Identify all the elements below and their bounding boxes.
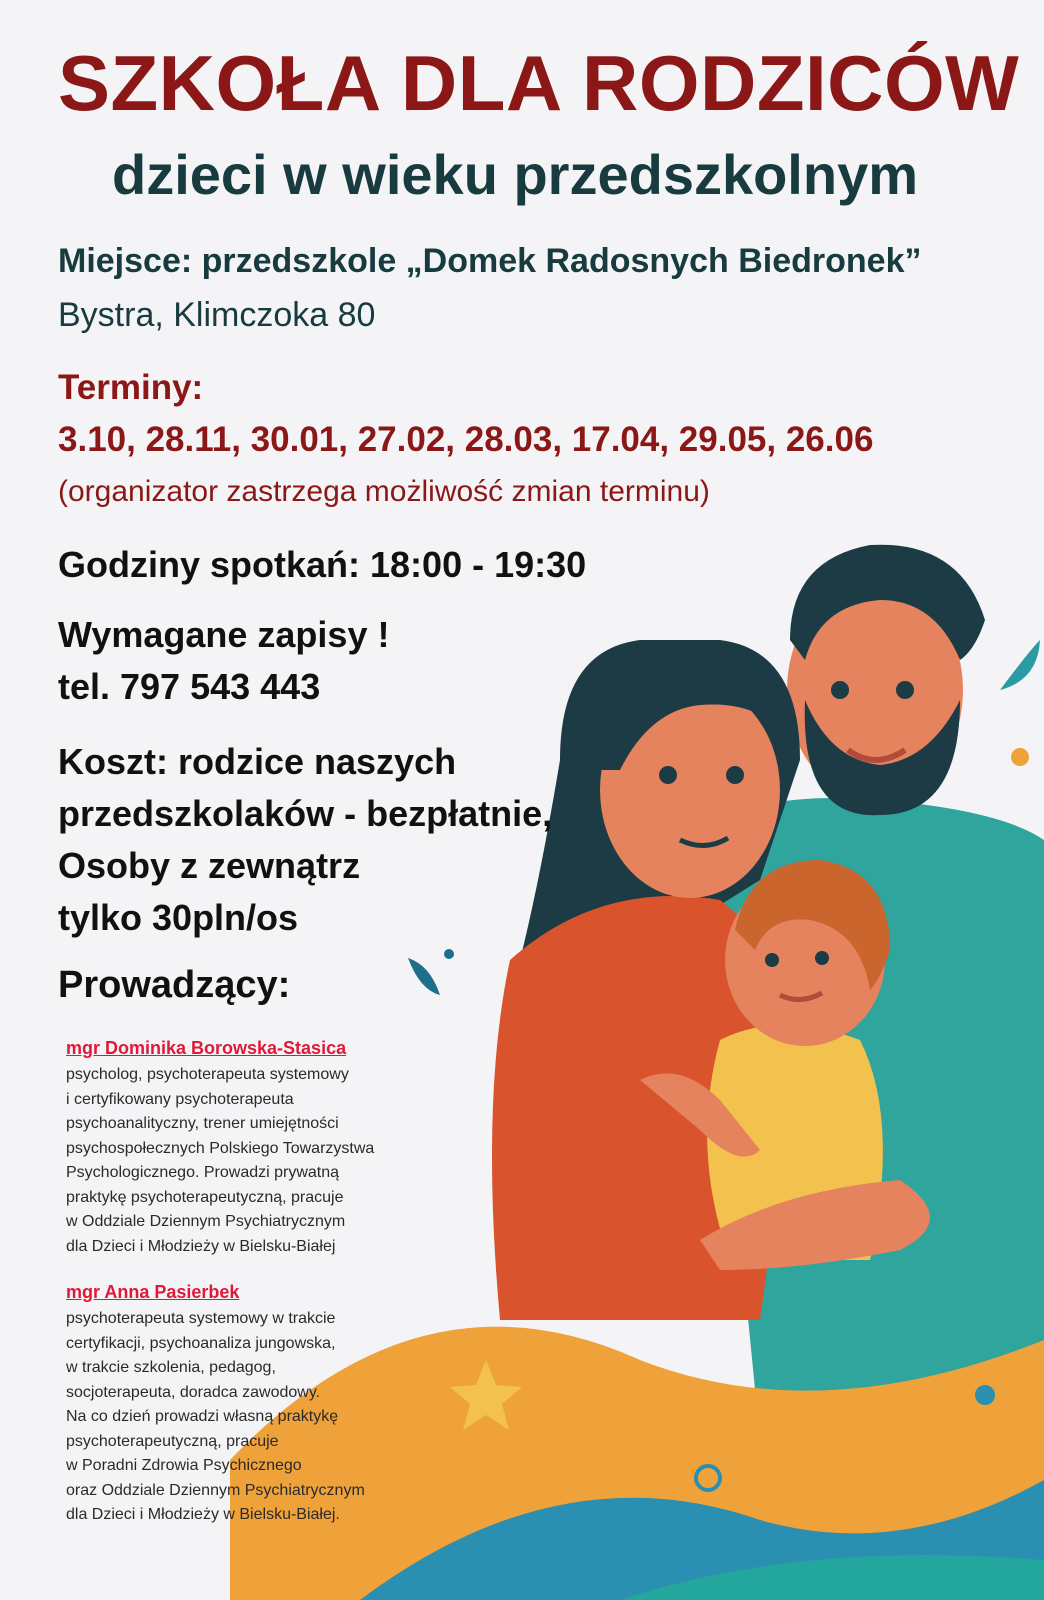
place-line: Miejsce: przedszkole „Domek Radosnych Biedronek”	[58, 242, 922, 280]
address-line: Bystra, Klimczoka 80	[58, 296, 376, 334]
desc-line: psychospołecznych Polskiego Towarzystwa	[66, 1139, 375, 1157]
desc-line: dla Dzieci i Młodzieży w Bielsku-Białej	[66, 1237, 336, 1255]
terms-label: Terminy:	[58, 368, 204, 407]
desc-line: socjoterapeuta, doradca zawodowy.	[66, 1383, 321, 1401]
desc-line: certyfikacji, psychoanaliza jungowska,	[66, 1334, 336, 1352]
cost-line: Osoby z zewnątrz	[58, 845, 361, 886]
poster-title: SZKOŁA DLA RODZICÓW	[58, 39, 1020, 127]
wave-dot	[975, 1385, 995, 1405]
leader-block	[66, 1282, 365, 1528]
desc-line: psychoanalityczny, trener umiejętności	[66, 1115, 339, 1132]
desc-line: psycholog, psychoterapeuta systemowy	[66, 1066, 349, 1083]
desc-line: psychoterapeutyczną, pracuje	[66, 1432, 279, 1450]
drop-decoration	[408, 958, 440, 995]
desc-line: w trakcie szkolenia, pedagog,	[66, 1359, 276, 1376]
desc-line: oraz Oddziale Dziennym Psychiatrycznym	[66, 1481, 365, 1499]
terms-dates: 3.10, 28.11, 30.01, 27.02, 28.03, 17.04, 29.05, 26.06	[58, 420, 874, 459]
cost-line: tylko 30pln/os	[58, 897, 299, 938]
terms-note: (organizator zastrzega możliwość zmian terminu)	[58, 475, 710, 508]
dot-decoration-small	[444, 949, 454, 959]
cost-line: Koszt: rodzice naszych	[58, 741, 457, 782]
desc-line: Psychologicznego. Prowadzi prywatną	[66, 1164, 340, 1181]
poster-subtitle: dzieci w wieku przedszkolnym	[112, 143, 919, 206]
desc-line: w Poradni Zdrowia Psychicznego	[66, 1457, 302, 1474]
cost-block	[58, 736, 552, 944]
desc-line: w Oddziale Dziennym Psychiatrycznym	[66, 1213, 346, 1230]
desc-line: dla Dzieci i Młodzieży w Bielsku-Białej.	[66, 1506, 340, 1523]
leader-description	[66, 1307, 365, 1528]
cost-line: przedszkolaków - bezpłatnie,	[58, 793, 553, 834]
hours-line: Godziny spotkań: 18:00 - 19:30	[58, 544, 587, 585]
leader-name: mgr Anna Pasierbek	[66, 1282, 240, 1302]
leaf-decoration	[1000, 640, 1040, 690]
desc-line: Na co dzień prowadzi własną praktykę	[66, 1408, 339, 1425]
leader-block	[66, 1038, 374, 1259]
desc-line: i certyfikowany psychoterapeuta	[66, 1090, 294, 1108]
leaders-label: Prowadzący:	[58, 964, 291, 1006]
leader-description	[66, 1063, 374, 1259]
dot-decoration	[1011, 748, 1029, 766]
signup-line: Wymagane zapisy !	[58, 614, 390, 655]
desc-line: psychoterapeuta systemowy w trakcie	[66, 1310, 336, 1327]
desc-line: praktykę psychoterapeutyczną, pracuje	[66, 1188, 344, 1206]
leader-name: mgr Dominika Borowska-Stasica	[66, 1038, 347, 1058]
phone-line: tel. 797 543 443	[58, 666, 321, 707]
